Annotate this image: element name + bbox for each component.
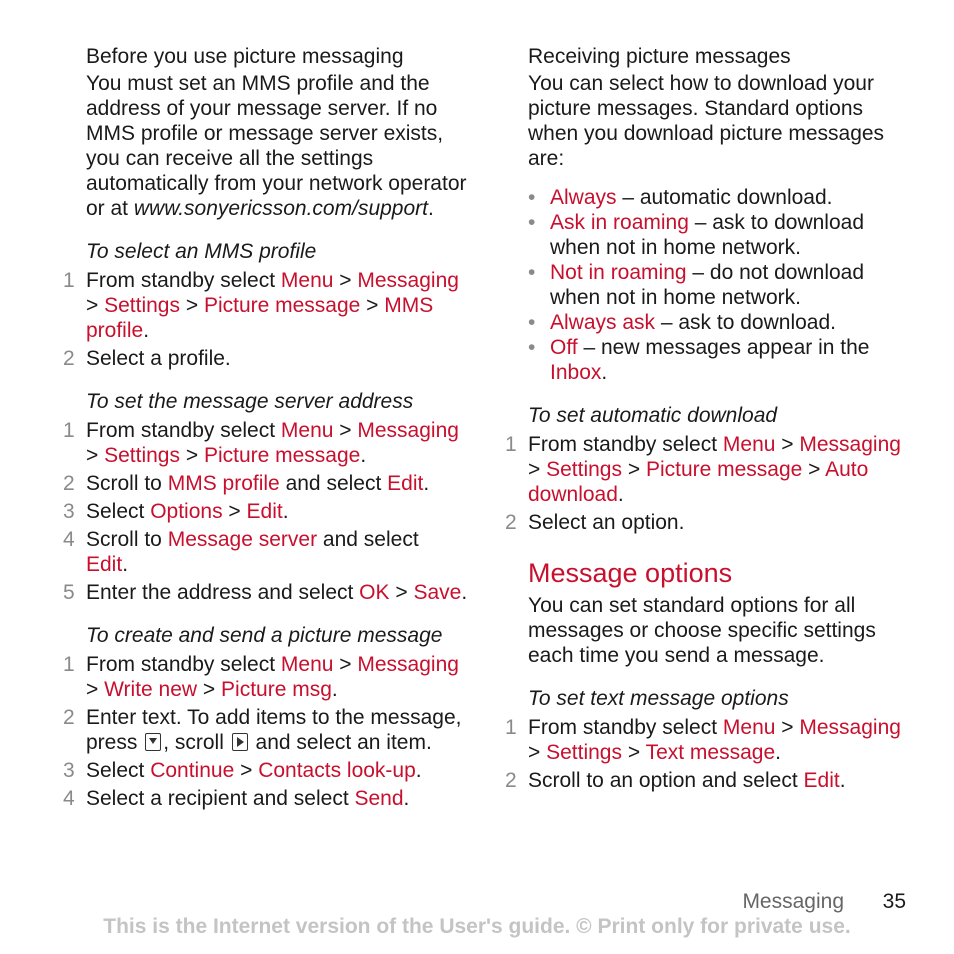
menu-item: Menu: [280, 269, 334, 292]
menu-item: Options: [150, 500, 223, 523]
step: 1 From standby select Menu > Messaging > Write new > Picture msg.: [63, 653, 459, 701]
menu-item: Messaging: [799, 433, 901, 456]
step: 5 Enter the address and select OK > Save.: [63, 581, 468, 604]
step: 3 Select Options > Edit.: [63, 500, 289, 523]
menu-item: Menu: [280, 653, 334, 676]
bullet-icon: •: [528, 186, 536, 209]
menu-item: Write new: [104, 678, 198, 701]
step-number: 3: [63, 759, 75, 782]
bullet-icon: •: [528, 336, 536, 359]
left-column: [63, 44, 476, 814]
menu-item: Save: [413, 581, 462, 604]
step: 2 Select an option.: [505, 511, 685, 534]
proc-title-create-send: To create and send a picture message: [86, 624, 443, 647]
step-number: 2: [63, 706, 75, 729]
menu-item: Picture message: [203, 294, 361, 317]
before-title: Before you use picture messaging: [86, 45, 404, 68]
step-number: 2: [63, 472, 75, 495]
step-number: 3: [63, 500, 75, 523]
menu-item: Edit: [246, 500, 283, 523]
menu-item: Menu: [280, 419, 334, 442]
menu-item: Picture message: [645, 458, 803, 481]
before-text: You must set an MMS profile and the address of your message server. If no MMS profile or message server exists, you can receive all the settings automatically from your network operator or at www.sonyericsson.com/support.: [86, 72, 467, 220]
menu-item: Settings: [546, 458, 622, 481]
menu-item: Text message: [645, 741, 776, 764]
download-options-list: [528, 185, 918, 385]
step-number: 4: [63, 787, 75, 810]
bullet-icon: •: [528, 211, 536, 234]
menu-item: Auto download: [528, 458, 869, 506]
menu-item: Messaging: [357, 653, 459, 676]
step-number: 4: [63, 528, 75, 551]
list-item: • Not in roaming – do not download when not in home network.: [528, 261, 865, 309]
menu-item: Contacts look-up: [258, 759, 416, 782]
receiving-text: You can select how to download your picture messages. Standard options when you download picture messages are:: [528, 72, 885, 170]
menu-item: Always ask: [550, 311, 656, 334]
bullet-icon: •: [528, 261, 536, 284]
proc-title-server-address: To set the message server address: [86, 390, 414, 413]
footer-watermark-note: This is the Internet version of the User's guide. © Print only for private use.: [103, 915, 851, 938]
message-options-text: You can set standard options for all messages or choose specific settings each time you send a message.: [528, 594, 876, 667]
menu-item: Continue: [150, 759, 235, 782]
step-number: 5: [63, 581, 75, 604]
menu-item: OK: [359, 581, 390, 604]
menu-item: Settings: [104, 294, 180, 317]
step-number: 1: [63, 269, 75, 292]
menu-item: Settings: [104, 444, 180, 467]
step-number: 2: [505, 769, 517, 792]
step-number: 1: [505, 433, 517, 456]
step: 2 Scroll to MMS profile and select Edit.: [63, 472, 430, 495]
step: 4 Scroll to Message server and select Edit.: [63, 528, 419, 576]
navigation-key-icon: [232, 733, 248, 751]
menu-item: Edit: [86, 553, 123, 576]
section-heading: Message options: [528, 558, 733, 588]
step-number: 2: [63, 347, 75, 370]
selection-key-icon: [145, 733, 161, 751]
step: 1 From standby select Menu > Messaging > Settings > Picture message.: [63, 419, 459, 467]
bullet-icon: •: [528, 311, 536, 334]
menu-item: Send: [354, 787, 404, 810]
menu-item: Edit: [803, 769, 840, 792]
step: 2 Select a profile.: [63, 347, 231, 370]
step: 2 Enter text. To add items to the message, press , scroll and select an item.: [63, 706, 462, 754]
step: 4 Select a recipient and select Send.: [63, 787, 410, 810]
proc-title-text-options: To set text message options: [528, 687, 789, 710]
menu-item: Messaging: [357, 419, 459, 442]
menu-item: Menu: [722, 433, 776, 456]
step-number: 1: [63, 419, 75, 442]
menu-item: Not in roaming: [550, 261, 687, 284]
right-column: [505, 44, 918, 796]
menu-item: Picture msg: [221, 678, 332, 701]
step-number: 2: [505, 511, 517, 534]
step-number: 1: [505, 716, 517, 739]
menu-item: Settings: [546, 741, 622, 764]
menu-item: Edit: [387, 472, 424, 495]
footer-section-name: Messaging: [742, 890, 844, 913]
step-number: 1: [63, 653, 75, 676]
menu-item: Always: [550, 186, 617, 209]
step: 2 Scroll to an option and select Edit.: [505, 769, 846, 792]
menu-item: Ask in roaming: [550, 211, 689, 234]
menu-item: Picture message: [203, 444, 361, 467]
receiving-title: Receiving picture messages: [528, 45, 791, 68]
support-url: www.sonyericsson.com/support: [133, 197, 428, 220]
menu-item: MMS profile: [167, 472, 280, 495]
step: 1 From standby select Menu > Messaging > Settings > Text message.: [505, 716, 901, 764]
list-item: • Always – automatic download.: [528, 186, 833, 209]
menu-item: Off: [550, 336, 578, 359]
step: 1 From standby select Menu > Messaging > Settings > Picture message > Auto download.: [505, 433, 901, 506]
list-item: • Always ask – ask to download.: [528, 311, 836, 334]
menu-item: Menu: [722, 716, 776, 739]
list-item: • Off – new messages appear in the Inbox.: [528, 336, 870, 384]
list-item: • Ask in roaming – ask to download when not in home network.: [528, 211, 865, 259]
step: 3 Select Continue > Contacts look-up.: [63, 759, 422, 782]
menu-item: Message server: [167, 528, 318, 551]
menu-item: Messaging: [357, 269, 459, 292]
menu-item: Inbox: [550, 361, 602, 384]
menu-item: Messaging: [799, 716, 901, 739]
proc-title-select-mms: To select an MMS profile: [86, 240, 317, 263]
page-number: 35: [882, 890, 906, 913]
step: 1 From standby select Menu > Messaging > Settings > Picture message > MMS profile.: [63, 269, 459, 342]
proc-title-auto-download: To set automatic download: [528, 404, 778, 427]
menu-item: MMS profile: [86, 294, 434, 342]
